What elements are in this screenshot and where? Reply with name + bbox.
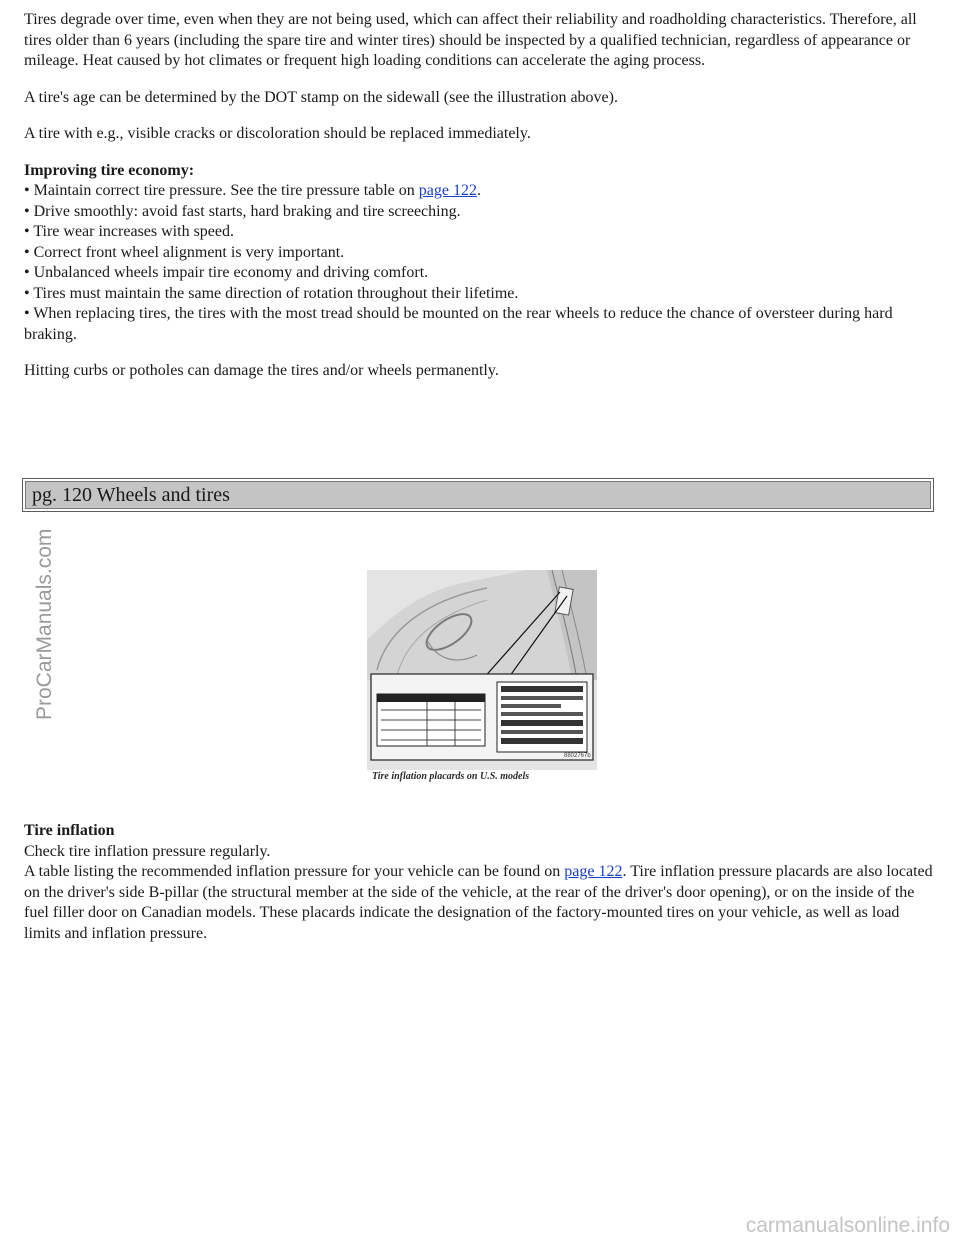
placard-illustration bbox=[367, 570, 597, 792]
economy-bullet-4: • Correct front wheel alignment is very important. bbox=[24, 243, 345, 261]
economy-bullet-1-text: • Maintain correct tire pressure. See the tire pressure table on bbox=[24, 182, 419, 199]
inflation-check-line: Check tire inflation pressure regularly. bbox=[24, 842, 271, 860]
inflation-page-122-link[interactable]: page 122 bbox=[564, 863, 623, 880]
page-header-bar bbox=[22, 478, 934, 512]
aging-paragraph: Tires degrade over time, even when they are not being used, which can affect their reliability and roadholding characteristics. Therefore, all tires older than 6 years (including the spare tire and winter tires) should be inspected by a qualified technician, regardless of appearance or mileage. Heat caused by hot climates or frequent high loading conditions can accelerate the aging process. bbox=[24, 11, 917, 69]
economy-bullet-3: • Tire wear increases with speed. bbox=[24, 223, 234, 240]
side-watermark: ProCarManuals.com bbox=[33, 528, 56, 720]
page-122-link[interactable]: page 122 bbox=[418, 182, 477, 199]
economy-heading: Improving tire economy: bbox=[24, 161, 195, 179]
cracks-paragraph: A tire with e.g., visible cracks or discoloration should be replaced immediately. bbox=[24, 125, 531, 142]
economy-bullet-6: • Tires must maintain the same direction of rotation throughout their lifetime. bbox=[24, 284, 519, 302]
inflation-text-end: . Tire inflation pressure placards are also located on the driver's side B-pillar (the structural member at the side of the vehicle, at the rear of the driver's door opening), or on the inside of the fuel filler door on Canadian models. These placards indicate the designation of the factory-mounted tires on your vehicle, as well as load limits and inflation pressure. bbox=[24, 863, 933, 942]
economy-section bbox=[24, 161, 938, 346]
economy-bullet-2: • Drive smoothly: avoid fast starts, hard braking and tire screeching. bbox=[24, 202, 461, 220]
inflation-section bbox=[24, 821, 938, 944]
figure-caption: Tire inflation placards on U.S. models bbox=[372, 771, 530, 782]
dot-stamp-paragraph: A tire's age can be determined by the DOT stamp on the sidewall (see the illustration above). bbox=[24, 88, 618, 106]
placard-drawing bbox=[367, 570, 597, 770]
inflation-heading: Tire inflation bbox=[24, 822, 115, 839]
upper-text bbox=[24, 10, 938, 398]
economy-bullet-1-end: . bbox=[476, 182, 481, 199]
page-header-label: pg. 120 Wheels and tires bbox=[25, 481, 931, 509]
economy-bullet-7: • When replacing tires, the tires with the most tread should be mounted on the rear wheels to reduce the chance of oversteer during hard braking. bbox=[24, 305, 893, 343]
curbs-paragraph: Hitting curbs or potholes can damage the tires and/or wheels permanently. bbox=[24, 362, 499, 379]
figure-code: 8802767b bbox=[564, 753, 591, 759]
inflation-text-start: A table listing the recommended inflation pressure for your vehicle can be found on bbox=[24, 863, 565, 880]
bottom-watermark: carmanualsonline.info bbox=[745, 1213, 950, 1237]
inflation-paragraph bbox=[24, 862, 938, 944]
economy-bullet-5: • Unbalanced wheels impair tire economy and driving comfort. bbox=[24, 264, 429, 281]
